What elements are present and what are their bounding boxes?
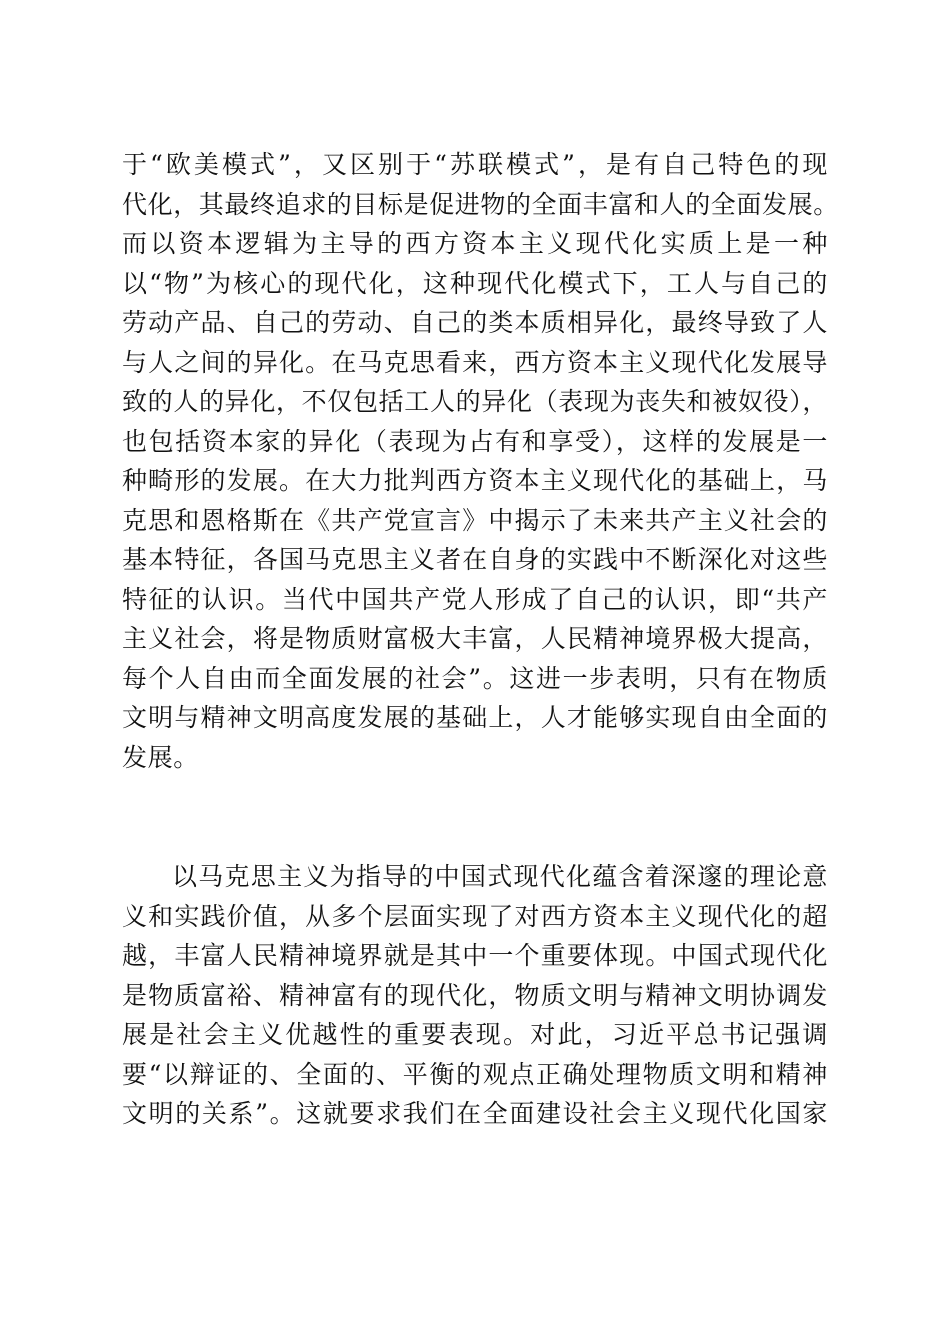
text-line: 义和实践价值，从多个层面实现了对西方资本主义现代化的超 [122,901,828,931]
text-line: 劳动产品、自己的劳动、自己的类本质相异化，最终导致了人 [122,308,828,337]
paragraph-2 [122,857,828,1134]
text-line: 展是社会主义优越性的重要表现。对此，习近平总书记强调 [122,1020,828,1049]
text-line: 要“以辩证的、全面的、平衡的观点正确处理物质文明和精神 [122,1059,828,1089]
text-line: 也包括资本家的异化（表现为占有和享受），这样的发展是一 [122,426,828,456]
text-line: 代化，其最终追求的目标是促进物的全面丰富和人的全面发展。 [122,189,839,219]
text-line: 而以资本逻辑为主导的西方资本主义现代化实质上是一种 [122,229,828,258]
text-line: 基本特征，各国马克思主义者在自身的实践中不断深化对这些 [122,545,828,574]
text-line: 文明的关系”。这就要求我们在全面建设社会主义现代化国家 [122,1099,828,1128]
text-line: 每个人自由而全面发展的社会”。这进一步表明，只有在物质 [122,663,828,693]
text-line: 文明与精神文明高度发展的基础上，人才能够实现自由全面的 [122,703,828,732]
text-line: 克思和恩格斯在《共产党宣言》中揭示了未来共产主义社会的 [122,505,828,535]
text-line: 与人之间的异化。在马克思看来，西方资本主义现代化发展导 [122,347,828,377]
text-line: 种畸形的发展。在大力批判西方资本主义现代化的基础上，马 [122,466,828,495]
text-line: 主义社会，将是物质财富极大丰富，人民精神境界极大提高， [122,624,828,653]
text-line: 致的人的异化，不仅包括工人的异化（表现为丧失和被奴役）， [122,387,828,416]
text-line: 发展。 [122,742,199,772]
text-line: 以“物”为核心的现代化，这种现代化模式下，工人与自己的 [122,268,828,298]
text-line: 以马克思主义为指导的中国式现代化蕴含着深邃的理论意 [172,862,828,891]
text-line: 特征的认识。当代中国共产党人形成了自己的认识，即“共产 [122,584,828,614]
text-line: 于“欧美模式”，又区别于“苏联模式”，是有自己特色的现 [122,150,828,179]
text-line: 越，丰富人民精神境界就是其中一个重要体现。中国式现代化 [122,941,828,970]
text-line: 是物质富裕、精神富有的现代化，物质文明与精神文明协调发 [122,980,828,1010]
paragraph-1 [122,145,839,777]
